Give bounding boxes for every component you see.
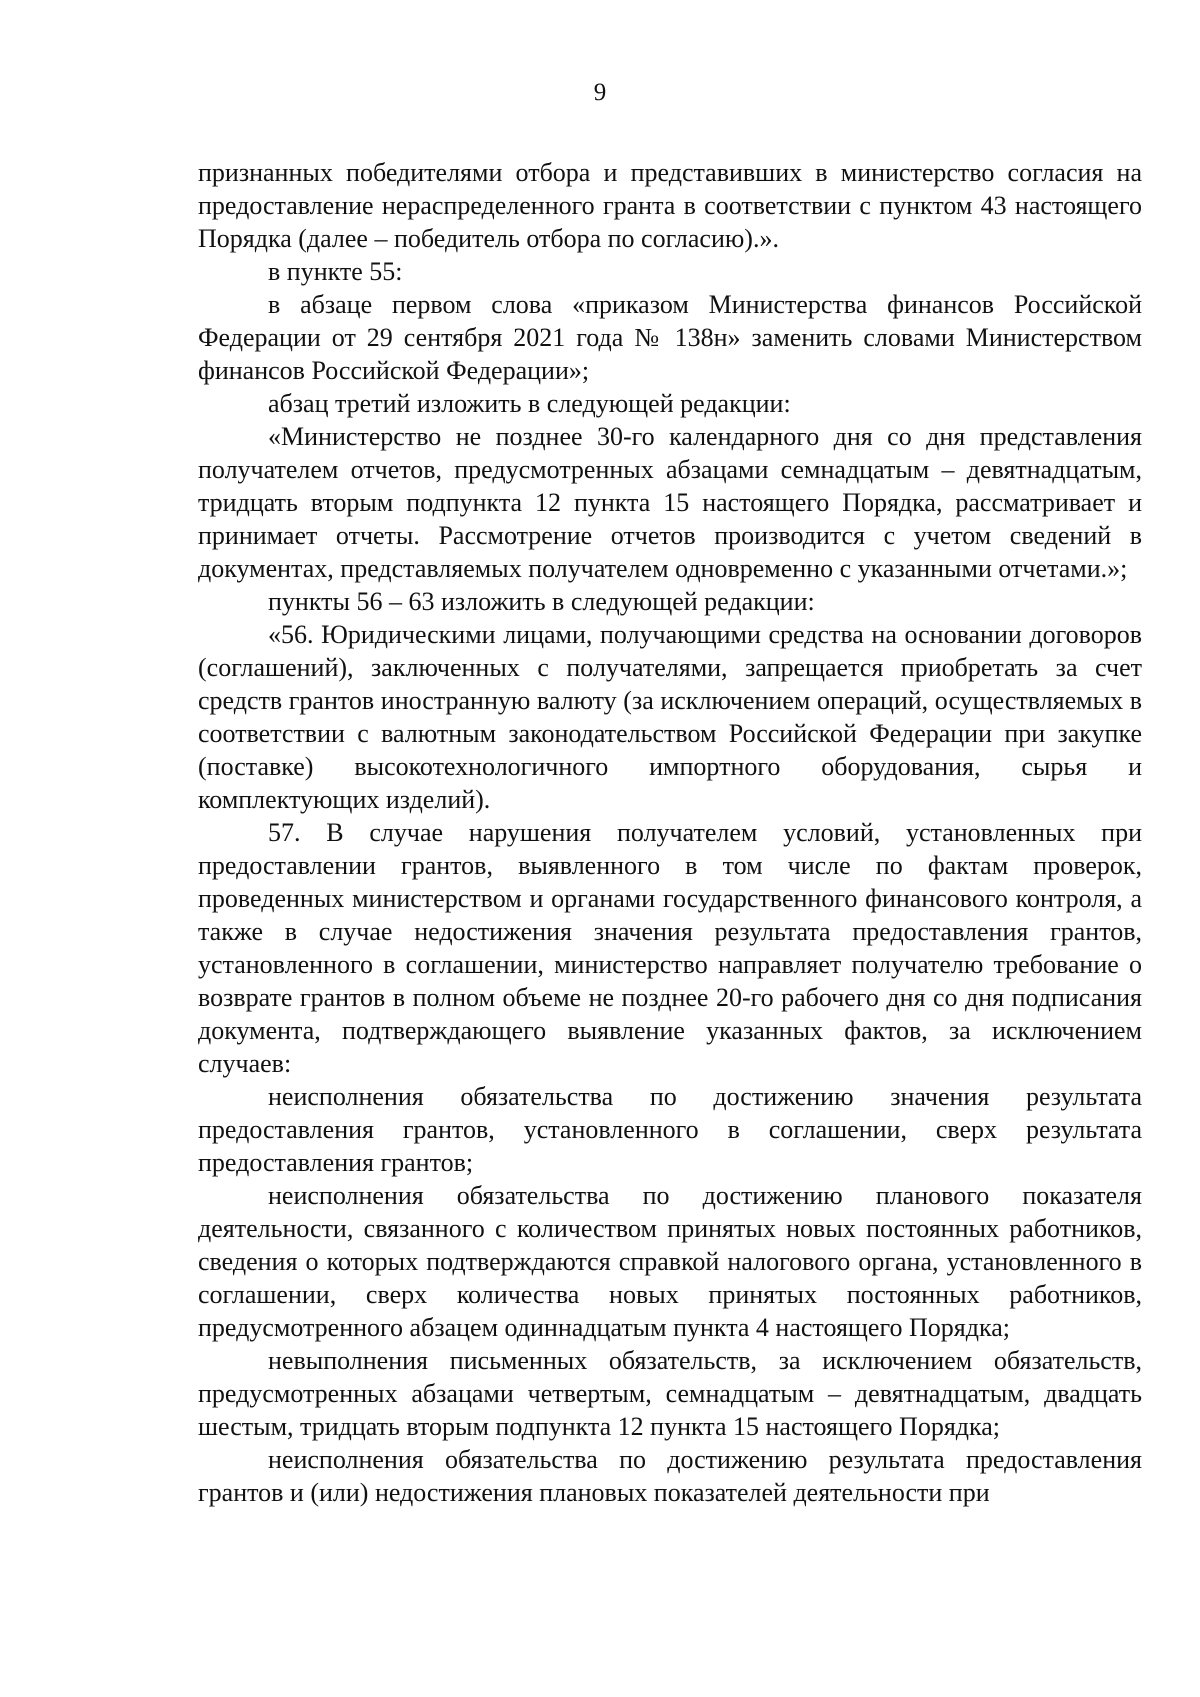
- paragraph-exception-result: неисполнения обязательства по достижению значения результата предоставления грантов, установленного в соглашении, сверх результата предоставления грантов;: [198, 1082, 1142, 1177]
- paragraph-point-57: 57. В случае нарушения получателем условий, установленных при предоставлении грантов, выявленного в том числе по фактам проверок, проведенных министерством и органами государственного финансового контроля, а также в случае недостижения значения результата предоставления грантов, установленного в соглашении, министерство направляет получателю требование о возврате грантов в полном объеме не позднее 20-го рабочего дня со дня подписания документа, подтверждающего выявление указанных фактов, за исключением случаев:: [198, 818, 1142, 1078]
- paragraph-exception-indicators: неисполнения обязательства по достижению результата предоставления грантов и (или) недостижения плановых показателей деятельности при: [198, 1445, 1142, 1507]
- paragraph-exception-written: невыполнения письменных обязательств, за исключением обязательств, предусмотренных абзацами четвертым, семнадцатым – девятнадцатым, двадцать шестым, тридцать вторым подпункта 12 пункта 15 настоящего Порядка;: [198, 1346, 1142, 1441]
- paragraph-point-55: в пункте 55:: [268, 257, 403, 286]
- document-body: [198, 156, 1142, 1509]
- page-number: 9: [593, 79, 607, 106]
- paragraph-third-abzac: абзац третий изложить в следующей редакции:: [268, 389, 791, 418]
- paragraph-point-56: «56. Юридическими лицами, получающими средства на основании договоров (соглашений), заключенных с получателями, запрещается приобретать за счет средств грантов иностранную валюту (за исключением операций, осуществляемых в соответствии с валютным законодательством Российской Федерации при закупке (поставке) высокотехнологичного импортного оборудования, сырья и комплектующих изделий).: [198, 620, 1142, 814]
- paragraph-exception-employees: неисполнения обязательства по достижению планового показателя деятельности, связанного с количеством принятых новых постоянных работников, сведения о которых подтверждаются справкой налогового органа, установленного в соглашении, сверх количества новых принятых постоянных работников, предусмотренного абзацем одиннадцатым пункта 4 настоящего Порядка;: [198, 1181, 1142, 1342]
- paragraph-ministry-reports: «Министерство не позднее 30-го календарного дня со дня представления получателем отчетов, предусмотренных абзацами семнадцатым – девятнадцатым, тридцать вторым подпункта 12 пункта 15 настоящего Порядка, рассматривает и принимает отчеты. Рассмотрение отчетов производится с учетом сведений в документах, представляемых получателем одновременно с указанными отчетами.»;: [198, 422, 1142, 583]
- paragraph-points-56-63: пункты 56 – 63 изложить в следующей редакции:: [268, 587, 815, 616]
- paragraph-first-abzac: в абзаце первом слова «приказом Министерства финансов Российской Федерации от 29 сентября 2021 года № 138н» заменить словами Министерством финансов Российской Федерации»;: [198, 290, 1142, 385]
- paragraph-winners-consent: признанных победителями отбора и представивших в министерство согласия на предоставление нераспределенного гранта в соответствии с пунктом 43 настоящего Порядка (далее – победитель отбора по согласию).».: [198, 158, 1142, 253]
